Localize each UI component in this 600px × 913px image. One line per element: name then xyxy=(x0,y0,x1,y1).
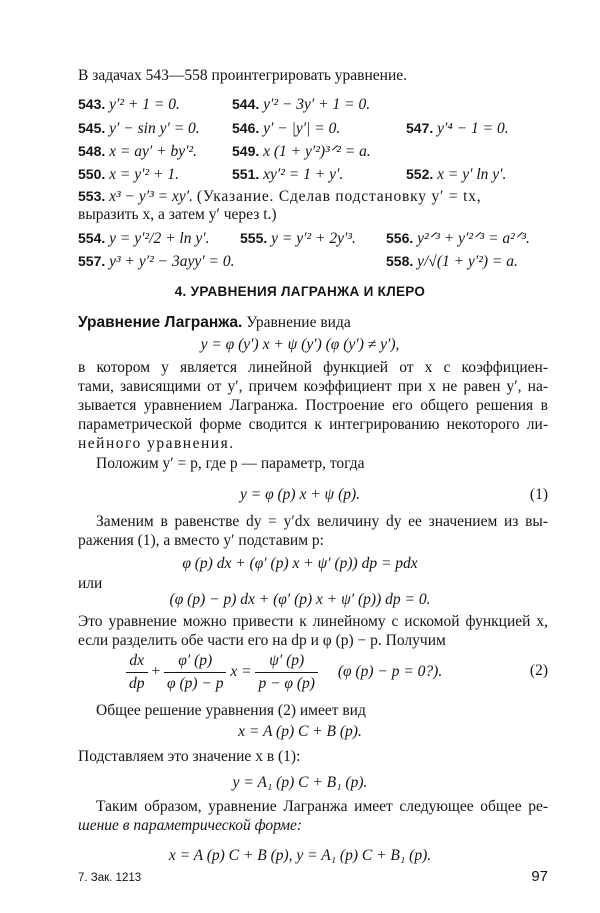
or-text: или xyxy=(78,575,103,592)
problem-number: 558. xyxy=(386,253,414,269)
problem-548 xyxy=(78,141,197,162)
equation-x: x = A (p) C + B (p). xyxy=(238,723,362,740)
text-line: шение в параметрической форме: xyxy=(78,817,303,834)
paragraph-linear xyxy=(78,612,548,650)
paragraph-definition xyxy=(78,358,548,453)
problem-number: 551. xyxy=(232,166,260,182)
paragraph-conclusion xyxy=(78,797,548,835)
problem-hint: (Указание. Сделав подстановку y′ = tx, xyxy=(196,188,482,205)
problem-number: 557. xyxy=(78,253,106,269)
problem-equation: y′² + 1 = 0. xyxy=(109,96,180,113)
problem-543 xyxy=(78,94,180,115)
problem-equation: y = y′²/2 + ln y′. xyxy=(109,230,210,247)
problem-553 xyxy=(78,186,481,207)
text-line: параметрической форме сводится к интегрированию некоторого ли- xyxy=(78,416,548,433)
problem-544 xyxy=(232,94,370,115)
substitute-text: Подставляем это значение x в (1): xyxy=(78,748,301,765)
page-number: 97 xyxy=(531,868,548,885)
problem-equation: y³ + y′² − 3ayy′ = 0. xyxy=(109,253,235,270)
fraction-psi xyxy=(255,651,317,694)
problem-equation: y = y′² + 2y′³. xyxy=(271,230,356,247)
problem-number: 556. xyxy=(386,230,414,246)
problem-number: 543. xyxy=(78,96,106,112)
equation-final: x = A (p) C + B (p), y = A₁ (p) C + B₁ (p). xyxy=(168,847,432,864)
text-line: в котором y является линейной функцией от x с коэффициен- xyxy=(78,359,548,376)
problem-549 xyxy=(232,141,371,162)
plus-sign: + xyxy=(151,663,161,681)
problem-554 xyxy=(78,228,209,249)
problem-equation: y′² − 3y′ + 1 = 0. xyxy=(263,96,371,113)
section-title: 4. УРАВНЕНИЯ ЛАГРАНЖА И КЛЕРО xyxy=(174,284,426,299)
numerator: φ′ (p) xyxy=(164,651,226,673)
problem-number: 546. xyxy=(232,120,260,136)
equation-1: y = φ (p) x + ψ (p). xyxy=(239,486,361,503)
problem-number: 552. xyxy=(406,166,434,182)
problem-551 xyxy=(232,164,343,185)
text-line: Это уравнение можно привести к линейному с искомой функцией x, xyxy=(78,613,548,630)
problem-equation: x = ay′ + by′². xyxy=(109,143,197,160)
lagrange-intro xyxy=(78,313,351,333)
lagrange-label: Уравнение Лагранжа. xyxy=(78,314,243,331)
problem-556 xyxy=(386,228,530,249)
problem-number: 547. xyxy=(406,120,434,136)
equation-y: y = A₁ (p) C + B₁ (p). xyxy=(232,774,368,791)
problem-558 xyxy=(386,251,518,272)
problem-550 xyxy=(78,164,179,185)
denominator: φ (p) − p xyxy=(167,675,224,692)
text-line: ражения (1), а вместо y′ подставим p: xyxy=(78,532,324,549)
fraction-dx-dp xyxy=(126,651,148,694)
problem-equation: x³ − y′³ = xy′. xyxy=(109,188,194,205)
problem-555 xyxy=(240,228,356,249)
problem-hint-continued: выразить x, а затем y′ через t.) xyxy=(78,206,277,223)
problem-547 xyxy=(406,118,509,139)
equation-a: φ (p) dx + (φ′ (p) x + ψ′ (p)) dp = pdx xyxy=(182,555,418,572)
problem-equation: x (1 + y′²)³ᐟ² = a. xyxy=(263,143,371,160)
lagrange-equation: y = φ (y′) x + ψ (y′) (φ (y′) ≠ y′), xyxy=(200,336,400,353)
text-line: Таким образом, уравнение Лагранжа имеет следующее общее ре- xyxy=(96,798,548,815)
numerator: dx xyxy=(126,651,148,673)
problem-546 xyxy=(232,118,340,139)
equation-2-number: (2) xyxy=(529,662,548,679)
problem-number: 555. xyxy=(240,230,268,246)
text-line: Заменим в равенстве dy = y′dx величину dy ее значением из вы- xyxy=(96,513,548,530)
problem-equation: y′ − |y′| = 0. xyxy=(263,120,341,137)
problem-equation: xy′² = 1 + y′. xyxy=(263,166,344,183)
general-solution-text: Общее решение уравнения (2) имеет вид xyxy=(96,702,366,719)
problem-equation: x = y′ ln y′. xyxy=(437,166,507,183)
intro-text: В задачах 543—558 проинтегрировать уравнение. xyxy=(78,67,408,84)
lagrange-intro-text: Уравнение вида xyxy=(246,314,351,331)
problem-equation: y/√(1 + y′²) = a. xyxy=(417,253,518,270)
problem-number: 549. xyxy=(232,143,260,159)
fraction-phi xyxy=(164,651,226,694)
x-equals: x = xyxy=(230,663,252,681)
problem-number: 554. xyxy=(78,230,106,246)
denominator: p − φ (p) xyxy=(258,675,315,692)
denominator: dp xyxy=(129,675,145,692)
problem-552 xyxy=(406,164,506,185)
text-line: если разделить обе части его на dp и φ (p) − p. Получим xyxy=(78,632,446,649)
footer-print-mark: 7. Зак. 1213 xyxy=(78,872,142,884)
problem-equation: y′ − sin y′ = 0. xyxy=(109,120,200,137)
substitution-text: Положим y′ = p, где p — параметр, тогда xyxy=(96,455,365,472)
equation-2 xyxy=(126,651,442,694)
text-line: нейного уравнения. xyxy=(78,435,235,452)
problem-number: 553. xyxy=(78,188,106,204)
problem-equation: x = y′² + 1. xyxy=(109,166,179,183)
problem-545 xyxy=(78,118,200,139)
numerator: ψ′ (p) xyxy=(255,651,317,673)
problem-number: 548. xyxy=(78,143,106,159)
text-line: тами, зависящими от y′, причем коэффициент при x не равен y′, на- xyxy=(78,378,548,395)
problem-number: 550. xyxy=(78,166,106,182)
problem-equation: y′⁴ − 1 = 0. xyxy=(437,120,509,137)
problem-equation: y²ᐟ³ + y′²ᐟ³ = a²ᐟ³. xyxy=(417,230,530,247)
problem-number: 544. xyxy=(232,96,260,112)
problem-number: 545. xyxy=(78,120,106,136)
equation-b: (φ (p) − p) dx + (φ′ (p) x + ψ′ (p)) dp = 0. xyxy=(169,591,431,608)
text-line: зывается уравнением Лагранжа. Построение его общего решения в xyxy=(78,397,548,414)
equation-1-number: (1) xyxy=(529,486,548,503)
paragraph-replace xyxy=(78,512,548,550)
problem-557 xyxy=(78,251,234,272)
equation-2-condition: (φ (p) − p = 0?). xyxy=(337,663,443,681)
